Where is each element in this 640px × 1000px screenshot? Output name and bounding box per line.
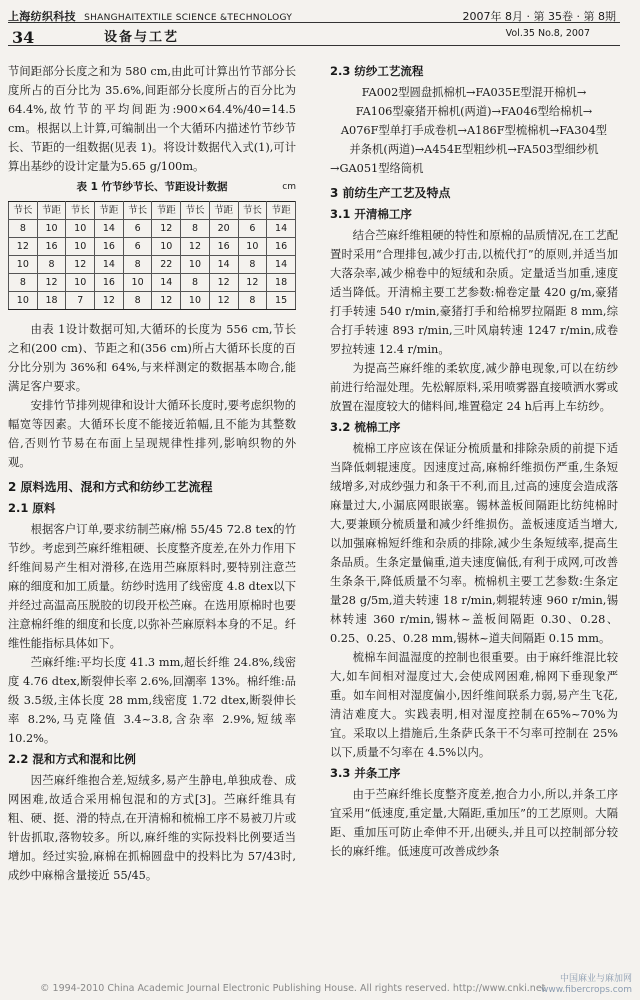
table-cell: 18: [267, 274, 296, 292]
subsection-heading: 2.3 纺纱工艺流程: [330, 64, 424, 78]
paragraph: 苎麻纤维:平均长度 41.3 mm,超长纤维 24.8%,线密度 4.76 dtex,断裂伸长率 2.6%,回潮率 13%。棉纤维:品级 3.5级,主体长度 28 mm,线密度 1.72 dtex,断裂伸长率 8.2%,马克隆值 3.4~3.8,含杂率 2.9%,短绒率 10.2%。: [8, 656, 296, 745]
paragraph: 安排竹节排列规律和设计大循环长度时,要考虑织物的幅宽等因素。大循环长度不能接近筘幅,且不能为其整数倍,否则竹节易在布面上呈现规律性排列,影响织物的外观。: [8, 399, 296, 469]
table-header-row: [9, 202, 296, 220]
watermark-url: www.fibercrops.com: [541, 985, 632, 995]
subsection-heading: 2.1 原料: [8, 501, 56, 515]
table-cell: 16: [267, 238, 296, 256]
table-header-cell: 节长: [66, 202, 95, 220]
table-caption-text: 表 1 竹节纱节长、节距设计数据: [76, 181, 228, 193]
table-row: [9, 256, 296, 274]
table-cell: 18: [37, 292, 66, 310]
process-flow: [330, 83, 618, 178]
issue-info: 2007年 8月 · 第 35卷 · 第 8期: [462, 10, 616, 23]
table-cell: 12: [9, 238, 38, 256]
table-cell: 14: [95, 220, 124, 238]
paragraph: 为提高苎麻纤维的柔软度,减少静电现象,可以在纺纱前进行给湿处理。先松解原料,采用喷雾器直接喷洒水雾或放置在湿度较大的储料间,堆置稳定 24 h后再上车纺纱。: [330, 362, 618, 413]
page-header: [0, 0, 640, 50]
table-cell: 8: [9, 274, 38, 292]
table-cell: 12: [238, 274, 267, 292]
table-cell: 10: [181, 256, 210, 274]
header-rule-bottom: [8, 45, 620, 46]
flow-line: FA002型圆盘抓棉机→FA035E型混开棉机→: [361, 86, 587, 99]
volume-info: Vol.35 No.8, 2007: [505, 28, 590, 39]
table-cell: 12: [181, 238, 210, 256]
table-cell: 10: [66, 238, 95, 256]
subsection-heading: 3.2 梳棉工序: [330, 420, 401, 434]
paragraph: 因苎麻纤维抱合差,短绒多,易产生静电,单独成卷、成网困难,故适合采用棉包混和的方式[3]。苎麻纤维具有粗、硬、挺、滑的特点,在开清棉和梳棉工序不易被刀片或针齿抓取,落物较多。所以,麻纤维的实际投料比例要适当增加。经过实验,麻棉在抓棉圆盘中的投料比为 57/43时,成纱中麻棉含量接近 55/45。: [8, 774, 296, 882]
copyright-footer: © 1994-2010 China Academic Journal Electronic Publishing House. All rights reserved. http://www.cnki.net: [40, 983, 546, 994]
table-body: [9, 220, 296, 310]
table-cell: 8: [37, 256, 66, 274]
table-header-cell: 节距: [209, 202, 238, 220]
table-cell: 16: [37, 238, 66, 256]
table-cell: 10: [66, 220, 95, 238]
flow-line: A076F型单打手成卷机→A186F型梳棉机→FA304型: [340, 124, 608, 137]
table-cell: 12: [209, 292, 238, 310]
paragraph: 由表 1设计数据可知,大循环的长度为 556 cm,节长之和(200 cm)、节距之和(356 cm)所占大循环长度的百分比分别为 36%和 64%,与来样测定的数据基本吻合,能满足客户要求。: [8, 323, 296, 393]
table-cell: 10: [152, 238, 181, 256]
paragraph: 根据客户订单,要求纺制苎麻/棉 55/45 72.8 tex的竹节纱。考虑到苎麻纤维粗硬、长度整齐度差,在外力作用下纤维间易产生相对滑移,在选用苎麻原料时,要特别注意苎麻的细度和加工质量。纺纱时选用了线密度 4.8 dtex以下并经过高温高压脱胶的切段开松苎麻。在选用原棉时也要注意棉纤维的细度和长度,以弥补苎麻原料本身的不足。纤维性能指标具体如下。: [8, 523, 296, 650]
table-cell: 22: [152, 256, 181, 274]
table-cell: 12: [66, 256, 95, 274]
section-heading: 2 原料选用、混和方式和纺纱工艺流程: [8, 480, 213, 494]
flow-line: →GA051型络筒机: [330, 162, 424, 175]
watermark: [541, 974, 632, 996]
table-cell: 10: [66, 274, 95, 292]
table-cell: 10: [123, 274, 152, 292]
table-row: [9, 220, 296, 238]
table-cell: 10: [181, 292, 210, 310]
table-cell: 14: [209, 256, 238, 274]
subsection-heading: 3.1 开清棉工序: [330, 207, 412, 221]
left-column: [8, 62, 296, 885]
table-header-cell: 节距: [152, 202, 181, 220]
table-cell: 14: [267, 220, 296, 238]
table-cell: 12: [152, 220, 181, 238]
table-cell: 12: [37, 274, 66, 292]
table-cell: 8: [238, 292, 267, 310]
table-header-cell: 节长: [123, 202, 152, 220]
page-number: 34: [12, 28, 35, 47]
table-header-cell: 节距: [267, 202, 296, 220]
table-cell: 15: [267, 292, 296, 310]
right-column: [330, 62, 618, 861]
table-cell: 6: [123, 238, 152, 256]
table-cell: 16: [209, 238, 238, 256]
section-heading: 3 前纺生产工艺及特点: [330, 186, 451, 200]
table-unit: cm: [282, 182, 296, 192]
paragraph: 结合苎麻纤维粗硬的特性和原棉的品质情况,在工艺配置时采用“合理排包,减少打击,以梳代打”的原则,并适当加大落杂率,减少棉卷中的短绒和杂质。定量适当加重,速度适当降低。开清棉主要工艺参数:棉卷定量 420 g/m,豪猪打手转速 540 r/min,豪猪打手和给棉罗拉隔距 8 mm,综合打手转速 893 r/min,三叶风扇转速 1247 r/min,成卷罗拉转速 12.4 r/min。: [330, 229, 618, 356]
table-row: [9, 238, 296, 256]
table-cell: 6: [123, 220, 152, 238]
table-cell: 20: [209, 220, 238, 238]
table-cell: 16: [95, 238, 124, 256]
table-cell: 8: [9, 220, 38, 238]
header-rule-top: [8, 22, 620, 23]
table-cell: 8: [181, 274, 210, 292]
table-header-cell: 节距: [95, 202, 124, 220]
table-cell: 14: [267, 256, 296, 274]
table-cell: 16: [95, 274, 124, 292]
subsection-heading: 2.2 混和方式和混和比例: [8, 752, 136, 766]
table-cell: 10: [9, 292, 38, 310]
table-cell: 8: [181, 220, 210, 238]
table-cell: 8: [238, 256, 267, 274]
paragraph: 梳棉车间温湿度的控制也很重要。由于麻纤维混比较大,如车间相对湿度过大,会使成网困难,棉网下垂现象严重。如车间相对湿度偏小,因纤维间联系力弱,易产生飞花,清洁难度大。实践表明,相对湿度控制在65%~70%为宜。采取以上措施后,生条萨氏条干不匀率可控制在 25%以下,质量不匀率在 4.5%以内。: [330, 651, 618, 759]
flow-line: 并条机(两道)→A454E型粗纱机→FA503型细纱机: [349, 143, 599, 156]
table-cell: 12: [152, 292, 181, 310]
table-cell: 12: [95, 292, 124, 310]
paragraph: 梳棉工序应该在保证分梳质量和排除杂质的前提下适当降低刺辊速度。因速度过高,麻棉纤维损伤严重,生条短绒增多,对成纱强力和条干不利,而且,过高的速度会造成落麻量过大,小漏底网眼嵌塞。锡林盖板间隔距比纺纯棉时大,要兼顾分梳质量和减少纤维损伤。盖板速度适当增大,以加强麻棉短纤维和杂质的排除,减少生条短绒率,提高生条品质。生条定量偏重,道夫速度偏低,有利于成网,可改善生条条干,降低质量不匀率。梳棉机主要工艺参数:生条定量28 g/5m,道夫转速 18 r/min,刺辊转速 960 r/min,锡林转速 360 r/min,锡林~盖板间隔距 0.30、0.28、0.25、0.25、0.28 mm,锡林~道夫间隔距 0.15 mm。: [330, 442, 618, 645]
journal-name-en: SHANGHAITEXTILE SCIENCE &TECHNOLOGY: [84, 13, 293, 23]
subsection-heading: 3.3 并条工序: [330, 766, 401, 780]
table-cell: 14: [95, 256, 124, 274]
watermark-line: 中国麻业与麻加网: [559, 974, 632, 984]
table-cell: 10: [9, 256, 38, 274]
paragraph: 由于苎麻纤维长度整齐度差,抱合力小,所以,并条工序宜采用“低速度,重定量,大隔距,重加压”的工艺原则。大隔距、重加压可防止牵伸不开,出硬头,并且可以控制部分较长的麻纤维。低速度可改善成纱条: [330, 788, 618, 858]
table-header-cell: 节距: [37, 202, 66, 220]
table-header-cell: 节长: [238, 202, 267, 220]
table-row: [9, 274, 296, 292]
table-cell: 6: [238, 220, 267, 238]
bamboo-yarn-table: [8, 201, 296, 310]
table-cell: 8: [123, 292, 152, 310]
section-title: 设备与工艺: [104, 30, 180, 45]
journal-name-cn: 上海纺织科技: [8, 10, 76, 23]
table-cell: 10: [37, 220, 66, 238]
table-cell: 10: [238, 238, 267, 256]
paragraph: 节间距部分长度之和为 580 cm,由此可计算出竹节部分长度所占的百分比为 35.6%,间距部分长度所占的百分比为 64.4%,故竹节的平均间距为:900×64.4%/40=14.5 cm。根据以上计算,可编制出一个大循环内描述竹节纱节长、节距的一组数据(见表 1)。将设计数据代入式(1),可计算出基纱的设计定量为5.65 g/100m。: [8, 65, 296, 173]
table-cell: 14: [152, 274, 181, 292]
table-header-cell: 节长: [181, 202, 210, 220]
table-cell: 7: [66, 292, 95, 310]
table-header-cell: 节长: [9, 202, 38, 220]
table-row: [9, 292, 296, 310]
table-cell: 8: [123, 256, 152, 274]
flow-line: FA106型豪猪开棉机(两道)→FA046型给棉机→: [355, 105, 593, 118]
table-caption: [8, 178, 296, 197]
table-cell: 12: [209, 274, 238, 292]
